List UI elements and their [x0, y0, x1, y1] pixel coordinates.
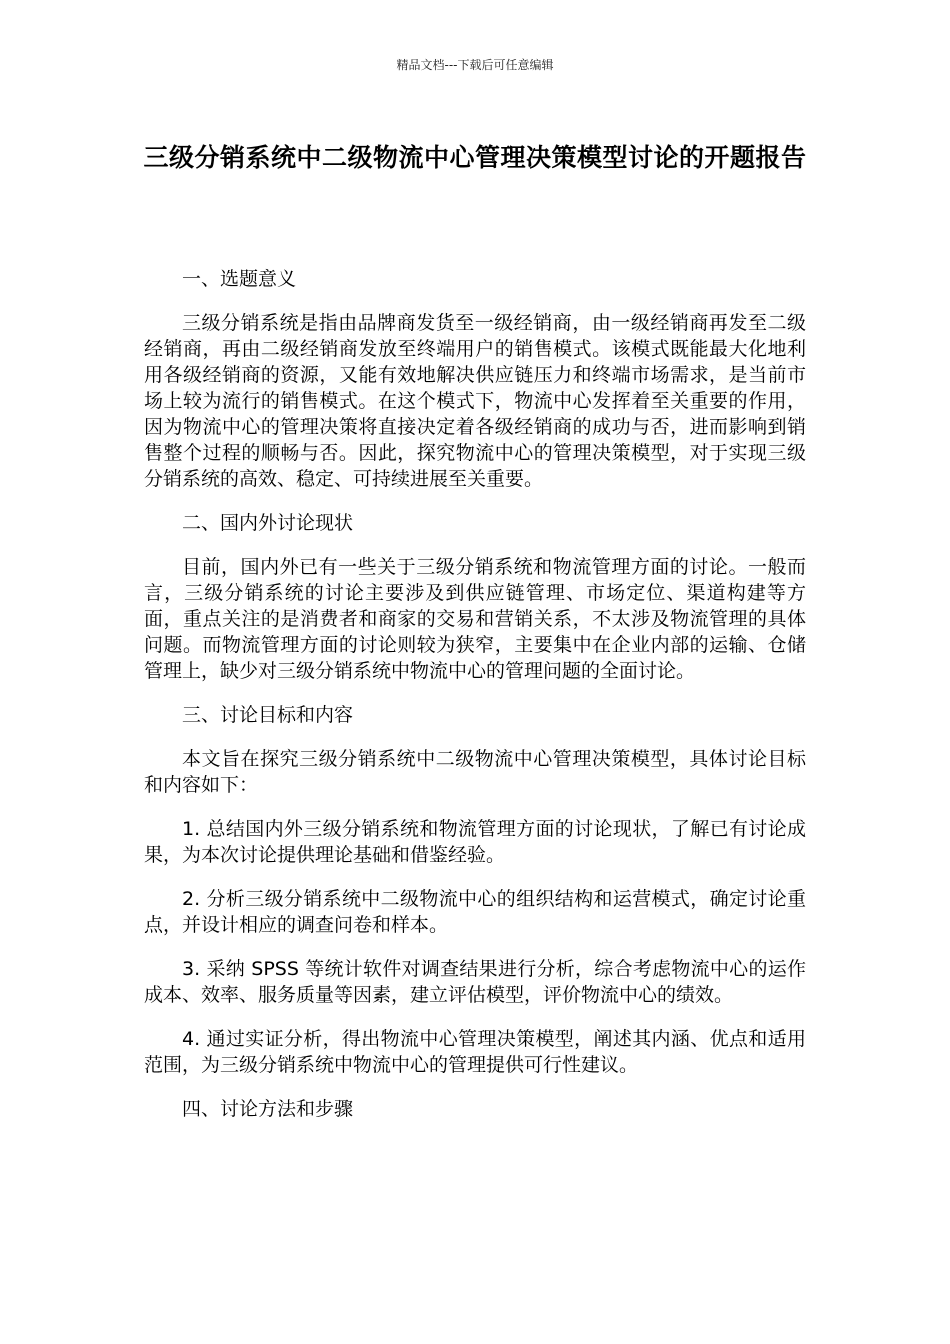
- list-item: 2. 分析三级分销系统中二级物流中心的组织结构和运营模式，确定讨论重点，并设计相应的调查问卷和样本。: [144, 888, 806, 936]
- section-paragraph: 目前，国内外已有一些关于三级分销系统和物流管理方面的讨论。一般而言，三级分销系统的讨论主要涉及到供应链管理、市场定位、渠道构建等方面，重点关注的是消费者和商家的交易和营销关系，不太涉及物流管理的具体问题。而物流管理方面的讨论则较为狭窄，主要集中在企业内部的运输、仓储管理上，缺少对三级分销系统中物流中心的管理问题的全面讨论。: [144, 556, 806, 682]
- section-heading: 三、讨论目标和内容: [182, 704, 354, 726]
- section-paragraph: 本文旨在探究三级分销系统中二级物流中心管理决策模型，具体讨论目标和内容如下：: [144, 748, 806, 796]
- section-heading: 二、国内外讨论现状: [182, 512, 354, 534]
- list-item: 1. 总结国内外三级分销系统和物流管理方面的讨论现状，了解已有讨论成果，为本次讨论提供理论基础和借鉴经验。: [144, 818, 806, 866]
- document-title: 三级分销系统中二级物流中心管理决策模型讨论的开题报告: [143, 143, 807, 172]
- section-paragraph: 三级分销系统是指由品牌商发货至一级经销商，由一级经销商再发至二级经销商，再由二级经销商发放至终端用户的销售模式。该模式既能最大化地利用各级经销商的资源，又能有效地解决供应链压力和终端市场需求，是当前市场上较为流行的销售模式。在这个模式下，物流中心发挥着至关重要的作用，因为物流中心的管理决策将直接决定着各级经销商的成功与否，进而影响到销售整个过程的顺畅与否。因此，探究物流中心的管理决策模型，对于实现三级分销系统的高效、稳定、可持续进展至关重要。: [144, 312, 806, 490]
- section-heading: 四、讨论方法和步骤: [182, 1098, 354, 1120]
- page-header-note: 精品文档---下载后可任意编辑: [396, 58, 554, 72]
- section-heading: 一、选题意义: [182, 268, 297, 290]
- list-item: 4. 通过实证分析，得出物流中心管理决策模型，阐述其内涵、优点和适用范围，为三级分销系统中物流中心的管理提供可行性建议。: [144, 1028, 806, 1076]
- document-body: [144, 266, 806, 1140]
- list-item: 3. 采纳 SPSS 等统计软件对调查结果进行分析，综合考虑物流中心的运作成本、效率、服务质量等因素，建立评估模型，评价物流中心的绩效。: [144, 958, 806, 1006]
